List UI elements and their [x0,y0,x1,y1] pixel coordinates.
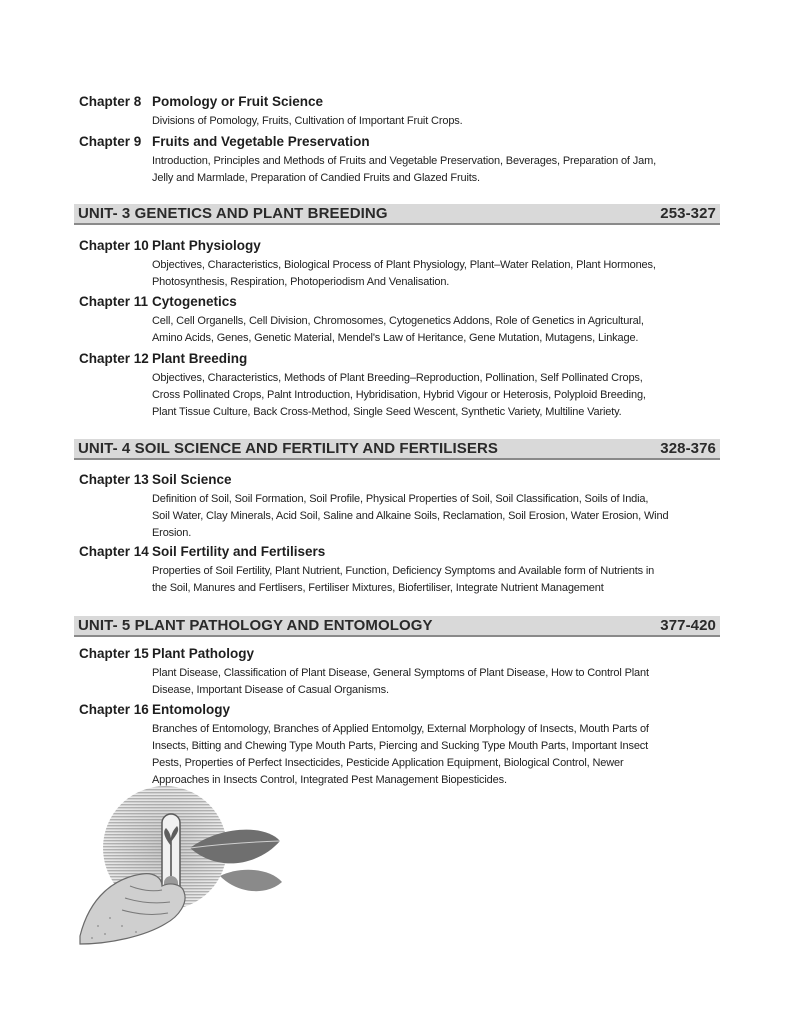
chapter-number: Chapter 14 [79,544,149,559]
unit-page-range: 377-420 [660,617,716,634]
chapter-number: Chapter 11 [79,294,149,309]
seedling-illustration-icon [70,786,300,946]
chapter-13-entry [79,472,724,542]
chapter-description: Definition of Soil, Soil Formation, Soil Profile, Physical Properties of Soil, Soil Classification, Soils of India, Soil Water, Clay Minerals, Acid Soil, Saline and Alkaine Soils, Reclamation, Soil Erosion, Water Erosion, Wind Erosion. [152,493,669,539]
chapter-description: Objectives, Characteristics, Methods of Plant Breeding–Reproduction, Pollination, Self Pollinated Crops, Cross Pollinated Crops, Palnt Introduction, Hybridisation, Hybrid Vigour or Heterosis, Polyploid Breeding, Plant Tissue Culture, Back Cross-Method, Single Seed Wescent, Synthetic Variety, Multiline Variety. [152,372,646,418]
chapter-title: Entomology [152,702,230,717]
chapter-11-entry [79,294,724,347]
chapter-title: Plant Breeding [152,351,248,366]
chapter-description: Cell, Cell Organells, Cell Division, Chromosomes, Cytogenetics Addons, Role of Genetics in Agricultural, Amino Acids, Genes, Genetic Material, Mendel's Law of Heritance, Gene Mutation, Mutagens, Linkage. [152,315,644,344]
chapter-number: Chapter 16 [79,702,149,717]
chapter-title: Soil Fertility and Fertilisers [152,544,326,559]
chapter-description: Divisions of Pomology, Fruits, Cultivation of Important Fruit Crops. [152,115,463,127]
unit-page-range: 253-327 [660,205,716,222]
chapter-number: Chapter 8 [79,94,142,109]
unit-3-header [74,204,720,225]
chapter-14-entry [79,544,724,597]
chapter-number: Chapter 13 [79,472,149,487]
chapter-title: Plant Pathology [152,646,255,661]
unit-title: UNIT- 3 GENETICS AND PLANT BREEDING [78,205,388,222]
chapter-title: Fruits and Vegetable Preservation [152,134,370,149]
chapter-title: Pomology or Fruit Science [152,94,324,109]
chapter-number: Chapter 10 [79,238,149,253]
chapter-10-entry [79,238,724,291]
chapter-description: Objectives, Characteristics, Biological Process of Plant Physiology, Plant–Water Relation, Plant Hormones, Photosynthesis, Respiration, Photoperiodism And Venalisation. [152,259,656,288]
chapter-description: Branches of Entomology, Branches of Applied Entomolgy, External Morphology of Insects, Mouth Parts of Insects, Bitting and Chewing Type Mouth Parts, Piercing and Sucking Type Mouth Parts, Important Insect Pests, Properties of Perfect Insecticides, Pesticide Application Equipment, Biological Control, Newer Approaches in Insects Control, Integrated Pest Management Biopesticides. [152,723,649,786]
chapter-12-entry [79,351,724,421]
chapter-description: Introduction, Principles and Methods of Fruits and Vegetable Preservation, Beverages, Preparation of Jam, Jelly and Marmlade, Preparation of Candied Fruits and Glazed Fruits. [152,155,656,184]
chapter-title: Cytogenetics [152,294,237,309]
chapter-number: Chapter 15 [79,646,149,661]
chapter-title: Plant Physiology [152,238,261,253]
unit-page-range: 328-376 [660,440,716,457]
chapter-description: Plant Disease, Classification of Plant Disease, General Symptoms of Plant Disease, How to Control Plant Disease, Important Disease of Casual Organisms. [152,667,649,696]
plant-seedling-in-hand-illustration [70,786,300,946]
chapter-number: Chapter 12 [79,351,149,366]
chapter-description: Properties of Soil Fertility, Plant Nutrient, Function, Deficiency Symptoms and Available form of Nutrients in the Soil, Manures and Fertlisers, Fertiliser Mixtures, Biofertiliser, Integrate Nutrient Management [152,565,655,594]
unit-title: UNIT- 5 PLANT PATHOLOGY AND ENTOMOLOGY [78,617,433,634]
unit-4-header [74,439,720,460]
unit-title: UNIT- 4 SOIL SCIENCE AND FERTILITY AND FERTILISERS [78,440,499,457]
chapter-title: Soil Science [152,472,232,487]
chapter-number: Chapter 9 [79,134,142,149]
chapter-9-entry [79,134,724,187]
unit-5-header [74,616,720,637]
chapter-15-entry [79,646,724,699]
chapter-8-entry [79,94,724,130]
chapter-16-entry [79,702,724,789]
